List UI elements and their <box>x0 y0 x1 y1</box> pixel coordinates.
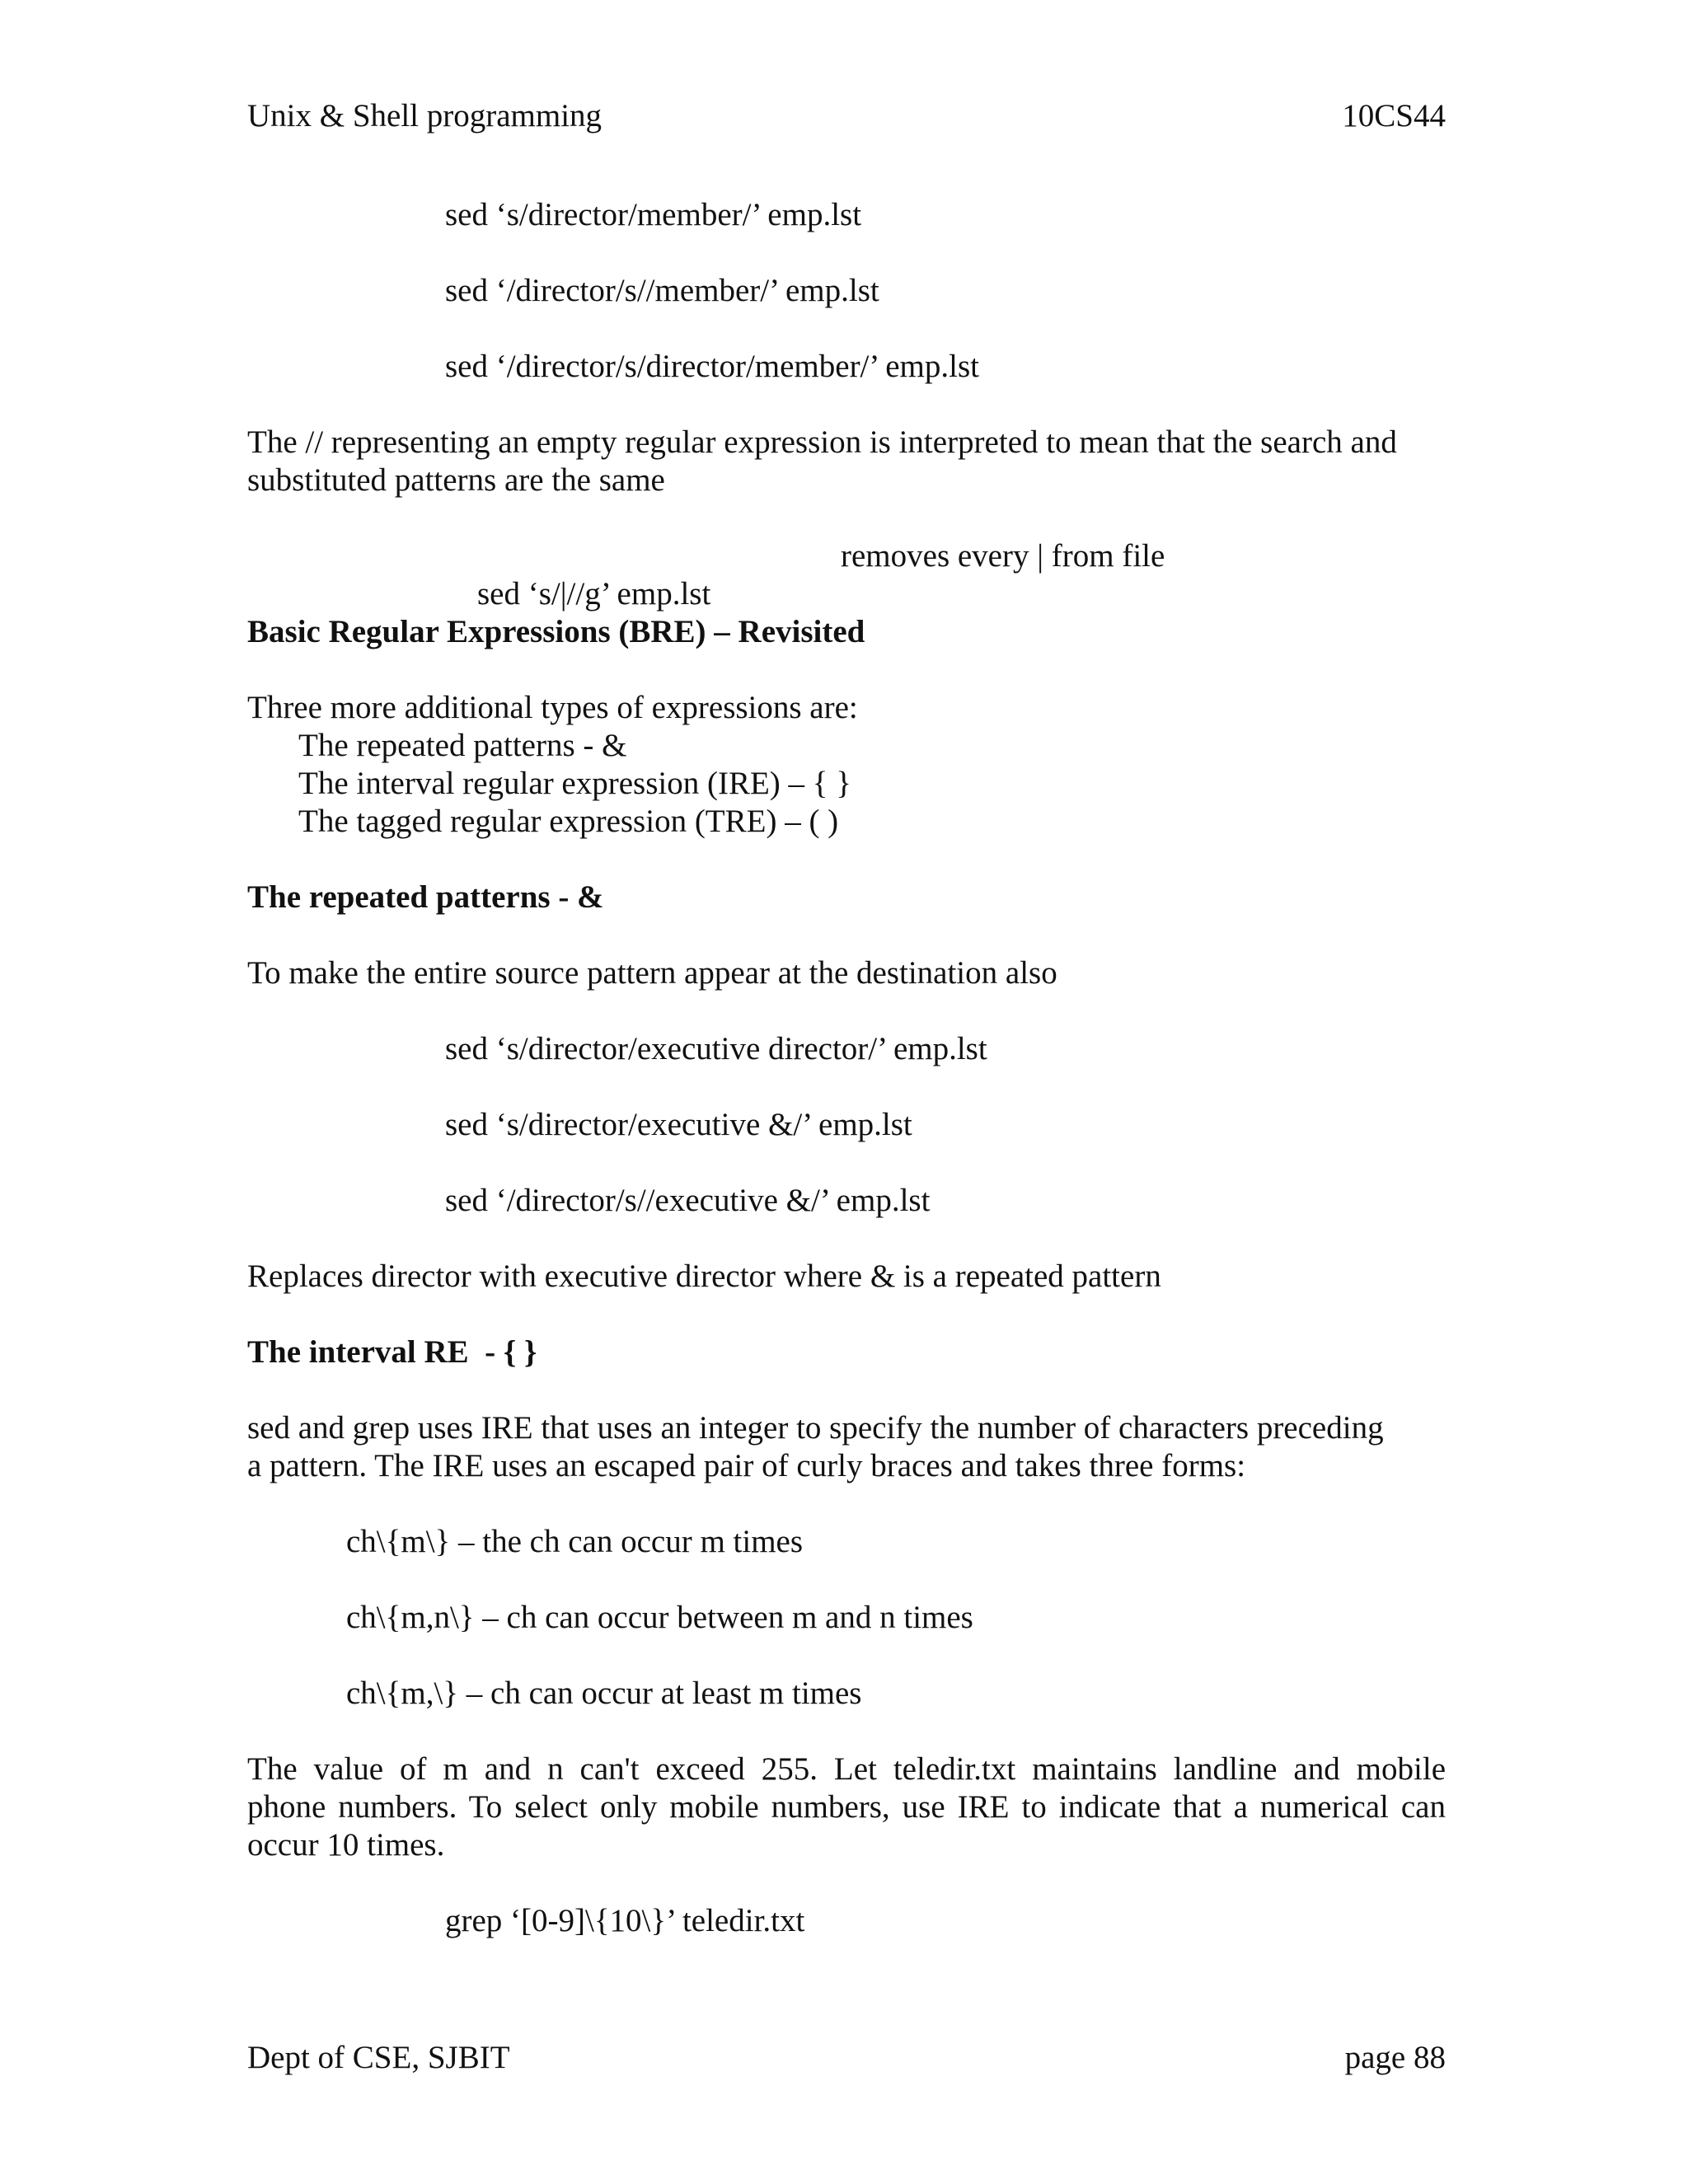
ire-form-minimum: ch\{m,\} – ch can occur at least m times <box>346 1675 862 1711</box>
limit-paragraph <box>247 1750 1446 1864</box>
bre-list-item: The interval regular expression (IRE) – { } <box>298 766 851 801</box>
paragraph-line: sed and grep uses IRE that uses an integer to specify the number of characters preceding <box>247 1410 1384 1446</box>
interval-heading: The interval RE - { } <box>247 1334 537 1370</box>
bre-heading: Basic Regular Expressions (BRE) – Revisited <box>247 614 865 649</box>
pipe-example-command: sed ‘s/|//g’ emp.lst <box>477 576 711 612</box>
bre-list-item: The tagged regular expression (TRE) – ( ) <box>298 804 839 839</box>
sed-example-3: sed ‘/director/s/director/member/’ emp.lst <box>445 349 979 384</box>
empty-re-paragraph <box>247 424 1446 499</box>
paragraph-line: a pattern. The IRE uses an escaped pair of curly braces and takes three forms: <box>247 1448 1246 1483</box>
pipe-example-comment: removes every | from file <box>841 538 1165 574</box>
sed-example-4: sed ‘s/director/executive director/’ emp.lst <box>445 1031 987 1066</box>
paragraph-line: occur 10 times. <box>247 1827 445 1863</box>
paragraph-line: substituted patterns are the same <box>247 462 665 498</box>
repeated-intro: To make the entire source pattern appear at the destination also <box>247 955 1057 991</box>
sed-example-5: sed ‘s/director/executive &/’ emp.lst <box>445 1107 912 1142</box>
interval-paragraph <box>247 1409 1446 1485</box>
header-course-code: 10CS44 <box>1342 98 1446 134</box>
header-course-title: Unix & Shell programming <box>247 98 603 134</box>
paragraph-line: The // representing an empty regular expression is interpreted to mean that the search and <box>247 424 1397 460</box>
grep-example: grep ‘[0-9]\{10\}’ teledir.txt <box>445 1903 805 1938</box>
footer-page-number: page 88 <box>1344 2040 1446 2075</box>
footer-department: Dept of CSE, SJBIT <box>247 2040 510 2075</box>
sed-example-6: sed ‘/director/s//executive &/’ emp.lst <box>445 1183 931 1218</box>
paragraph-line: The value of m and n can't exceed 255. Let teledir.txt maintains landline and mobile <box>247 1751 1446 1787</box>
sed-example-2: sed ‘/director/s//member/’ emp.lst <box>445 273 879 308</box>
ire-form-exact: ch\{m\} – the ch can occur m times <box>346 1524 804 1559</box>
bre-intro: Three more additional types of expressions are: <box>247 690 858 725</box>
bre-list-item: The repeated patterns - & <box>298 728 627 763</box>
ire-form-range: ch\{m,n\} – ch can occur between m and n times <box>346 1600 973 1635</box>
repeated-heading: The repeated patterns - & <box>247 879 604 915</box>
sed-example-1: sed ‘s/director/member/’ emp.lst <box>445 197 862 232</box>
repeated-note: Replaces director with executive director where & is a repeated pattern <box>247 1258 1161 1294</box>
paragraph-line: phone numbers. To select only mobile numbers, use IRE to indicate that a numerical can <box>247 1789 1446 1825</box>
